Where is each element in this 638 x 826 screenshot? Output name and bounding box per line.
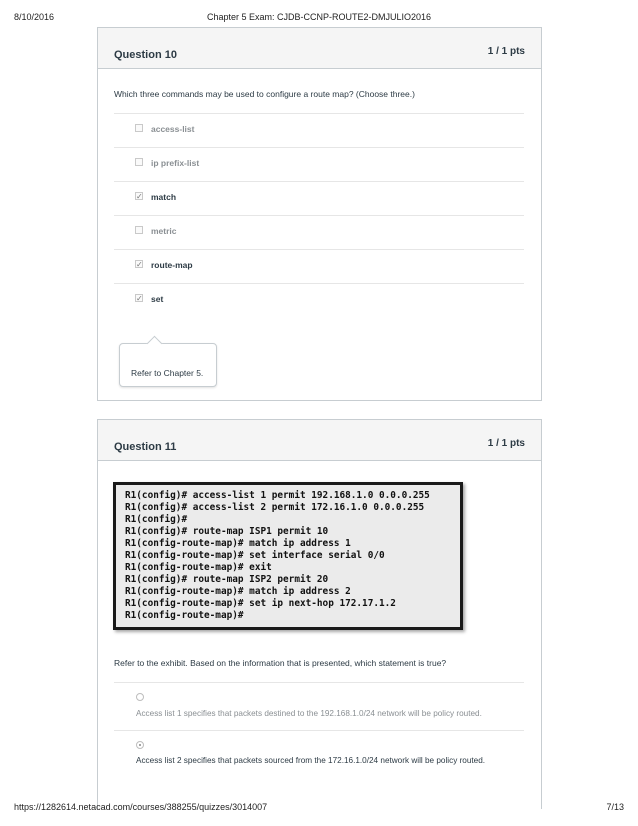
print-header (0, 12, 638, 24)
exhibit-line: R1(config)# route-map ISP1 permit 10 (125, 526, 329, 537)
exhibit-line: R1(config)# route-map ISP2 permit 20 (125, 574, 329, 585)
radio-button[interactable] (136, 693, 144, 701)
question-text: Refer to the exhibit. Based on the information that is presented, which statement is true? (114, 658, 447, 668)
exhibit-line: R1(config-route-map)# exit (125, 562, 272, 573)
exhibit-line: R1(config-route-map)# set ip next-hop 172.17.1.2 (125, 598, 396, 609)
radio-button-selected[interactable] (136, 741, 144, 749)
checkbox-checked[interactable]: ✓ (136, 294, 143, 303)
exhibit-line: R1(config-route-map)# (125, 610, 244, 621)
checkbox-checked[interactable]: ✓ (136, 260, 143, 269)
checkbox[interactable] (135, 158, 143, 166)
exhibit-line: R1(config-route-map)# match ip address 2 (125, 586, 351, 597)
answer-option[interactable] (114, 147, 524, 181)
print-date: 8/10/2016 (14, 12, 55, 22)
answer-option[interactable] (114, 249, 524, 283)
comment-arrow (147, 336, 163, 352)
answer-option[interactable] (114, 113, 524, 147)
answer-option[interactable] (114, 215, 524, 249)
question-header (98, 420, 541, 461)
answer-label: route-map (151, 260, 193, 270)
question-text: Which three commands may be used to configure a route map? (Choose three.) (114, 89, 415, 99)
answer-label: ip prefix-list (151, 158, 200, 168)
exhibit-line: R1(config)# access-list 2 permit 172.16.1.0 0.0.0.255 (125, 502, 425, 513)
question-10-card (97, 27, 542, 401)
print-footer (0, 802, 638, 814)
answer-comment (119, 343, 217, 387)
radio-dot (139, 744, 141, 746)
answer-label: Access list 1 specifies that packets destined to the 192.168.1.0/24 network will be policy routed. (136, 709, 482, 718)
answer-list (114, 113, 524, 317)
answer-option[interactable] (114, 181, 524, 215)
print-title: Chapter 5 Exam: CJDB-CCNP-ROUTE2-DMJULIO2016 (206, 12, 432, 22)
checkbox[interactable] (135, 226, 143, 234)
exhibit-line: R1(config)# (125, 514, 188, 525)
checkbox-checked[interactable]: ✓ (136, 192, 143, 201)
answer-option[interactable] (114, 730, 524, 791)
answer-label: access-list (151, 124, 195, 134)
exhibit-line: R1(config-route-map)# match ip address 1 (125, 538, 351, 549)
print-url: https://1282614.netacad.com/courses/388255/quizzes/3014007 (14, 802, 268, 812)
exhibit-line: R1(config)# access-list 1 permit 192.168.1.0 0.0.0.255 (125, 490, 430, 501)
answer-label: Access list 2 specifies that packets sourced from the 172.16.1.0/24 network will be policy routed. (136, 756, 486, 765)
exhibit-image (113, 482, 463, 630)
answer-label: metric (151, 226, 177, 236)
exhibit-line: R1(config-route-map)# set interface serial 0/0 (125, 550, 385, 561)
page-number: 7/13 (606, 802, 624, 812)
question-title: Question 11 (114, 441, 177, 453)
question-points: 1 / 1 pts (487, 438, 525, 449)
answer-option[interactable] (114, 283, 524, 317)
question-points: 1 / 1 pts (487, 46, 525, 57)
answer-option[interactable] (114, 682, 524, 731)
comment-text: Refer to Chapter 5. (131, 368, 204, 378)
checkbox[interactable] (135, 124, 143, 132)
question-title: Question 10 (114, 49, 177, 61)
answer-label: set (151, 294, 164, 304)
question-header (98, 28, 541, 69)
answer-label: match (151, 192, 177, 202)
